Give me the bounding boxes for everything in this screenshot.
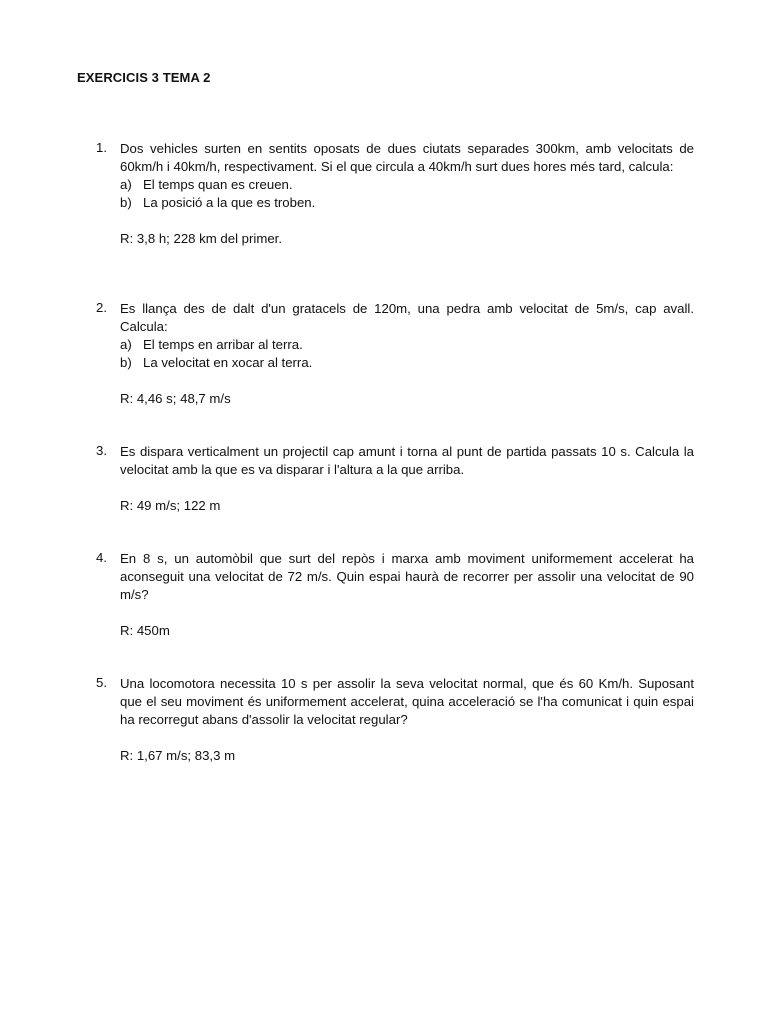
exercise-number: 4. [96,550,107,565]
sub-question-a [120,336,694,354]
exercise-answer: R: 49 m/s; 122 m [120,498,221,513]
exercise-5 [96,675,694,765]
sub-question-a [120,176,694,194]
sub-question-b [120,354,694,372]
sub-question-text: El temps en arribar al terra. [143,337,303,352]
exercise-number: 1. [96,140,107,155]
document-title: EXERCICIS 3 TEMA 2 [77,70,211,85]
exercise-text: Una locomotora necessita 10 s per assolir la seva velocitat normal, que és 60 Km/h. Suposant que el seu moviment és uniformement accelerat, quina acceleració se l'ha comunicat i quin espai ha recorregut abans d'assolir la velocitat regular? [120,676,694,727]
sub-question-letter: a) [120,337,132,352]
sub-question-letter: a) [120,177,132,192]
exercise-statement [96,675,694,729]
sub-question-b [120,194,694,212]
exercise-number: 5. [96,675,107,690]
exercise-statement [96,300,694,336]
exercise-statement [96,140,694,176]
exercise-statement [96,550,694,604]
sub-question-text: La velocitat en xocar al terra. [143,355,313,370]
exercise-text: Es dispara verticalment un projectil cap amunt i torna al punt de partida passats 10 s. Calcula la velocitat amb la que es va disparar i l'altura a la que arriba. [120,444,694,477]
exercise-text: En 8 s, un automòbil que surt del repòs i marxa amb moviment uniformement accelerat ha aconseguit una velocitat de 72 m/s. Quin espai haurà de recorrer per assolir una velocitat de 90 m/s? [120,551,694,602]
exercise-statement [96,443,694,479]
exercise-text: Dos vehicles surten en sentits oposats de dues ciutats separades 300km, amb velocitats de 60km/h i 40km/h, respectivament. Si el que circula a 40km/h surt dues hores més tard, calcula: [120,141,694,174]
exercise-1 [96,140,694,248]
exercise-answer: R: 1,67 m/s; 83,3 m [120,748,236,763]
exercise-answer: R: 450m [120,623,170,638]
exercise-4 [96,550,694,640]
exercise-answer: R: 3,8 h; 228 km del primer. [120,231,282,246]
sub-question-text: El temps quan es creuen. [143,177,293,192]
exercise-number: 3. [96,443,107,458]
sub-question-letter: b) [120,355,132,370]
exercise-2 [96,300,694,408]
exercise-text: Es llança des de dalt d'un gratacels de 120m, una pedra amb velocitat de 5m/s, cap avall. Calcula: [120,301,694,334]
exercise-answer: R: 4,46 s; 48,7 m/s [120,391,231,406]
exercise-3 [96,443,694,515]
sub-question-text: La posició a la que es troben. [143,195,316,210]
exercise-number: 2. [96,300,107,315]
sub-question-letter: b) [120,195,132,210]
